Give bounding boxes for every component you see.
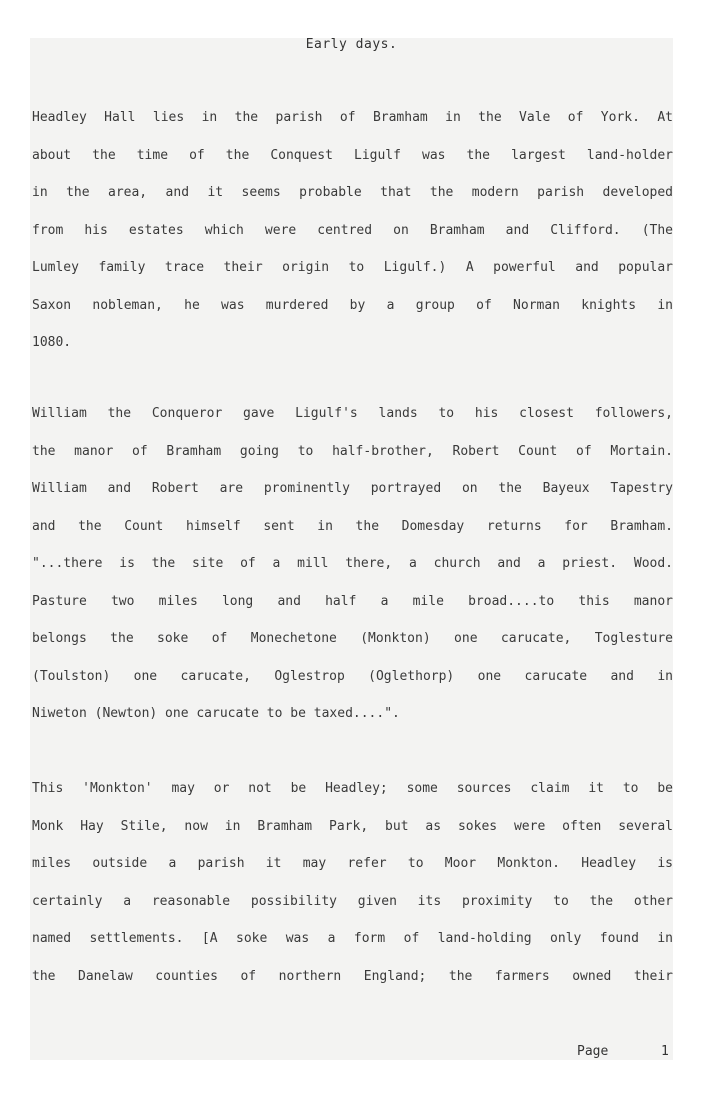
text-line: from his estates which were centred on Bramham and Clifford. (The [32,223,673,238]
text-line: in the area, and it seems probable that the modern parish developed [32,186,673,200]
paragraph-3 [32,782,673,1007]
typed-page [30,38,673,1060]
text-line: certainly a reasonable possibility given its proximity to the other [32,894,673,909]
text-line: Monk Hay Stile, now in Bramham Park, but as sokes were often several [32,819,673,834]
paragraph-1 [32,111,673,374]
text-line: Niweton (Newton) one carucate to be taxed....". [32,707,400,721]
page-label: Page [577,1044,609,1059]
text-line: miles outside a parish it may refer to Moor Monkton. Headley is [32,857,673,871]
text-line: This 'Monkton' may or not be Headley; some sources claim it to be [32,782,673,796]
text-line: named settlements. [A soke was a form of land-holding only found in [32,932,673,946]
page-number: 1 [661,1044,669,1059]
text-line: William and Robert are prominently portrayed on the Bayeux Tapestry [32,482,673,496]
text-line: the Danelaw counties of northern England; the farmers owned their [32,969,673,984]
page-title: Early days. [305,37,398,52]
text-line: belongs the soke of Monechetone (Monkton) one carucate, Toglesture [32,632,673,646]
paragraph-2 [32,407,673,745]
text-line: 1080. [32,336,72,350]
text-line: William the Conqueror gave Ligulf's lands to his closest followers, [32,407,673,421]
text-line: the manor of Bramham going to half-brother, Robert Count of Mortain. [32,444,673,459]
text-line: Saxon nobleman, he was murdered by a group of Norman knights in [32,298,673,313]
text-line: about the time of the Conquest Ligulf was the largest land-holder [32,148,673,163]
text-line: Lumley family trace their origin to Ligulf.) A powerful and popular [32,261,673,275]
text-line: and the Count himself sent in the Domesday returns for Bramham. [32,519,673,534]
text-line: "...there is the site of a mill there, a church and a priest. Wood. [32,557,673,571]
text-line: (Toulston) one carucate, Oglestrop (Oglethorp) one carucate and in [32,669,673,684]
text-line: Pasture two miles long and half a mile broad....to this manor [32,594,673,609]
text-line: Headley Hall lies in the parish of Bramham in the Vale of York. At [32,111,673,125]
